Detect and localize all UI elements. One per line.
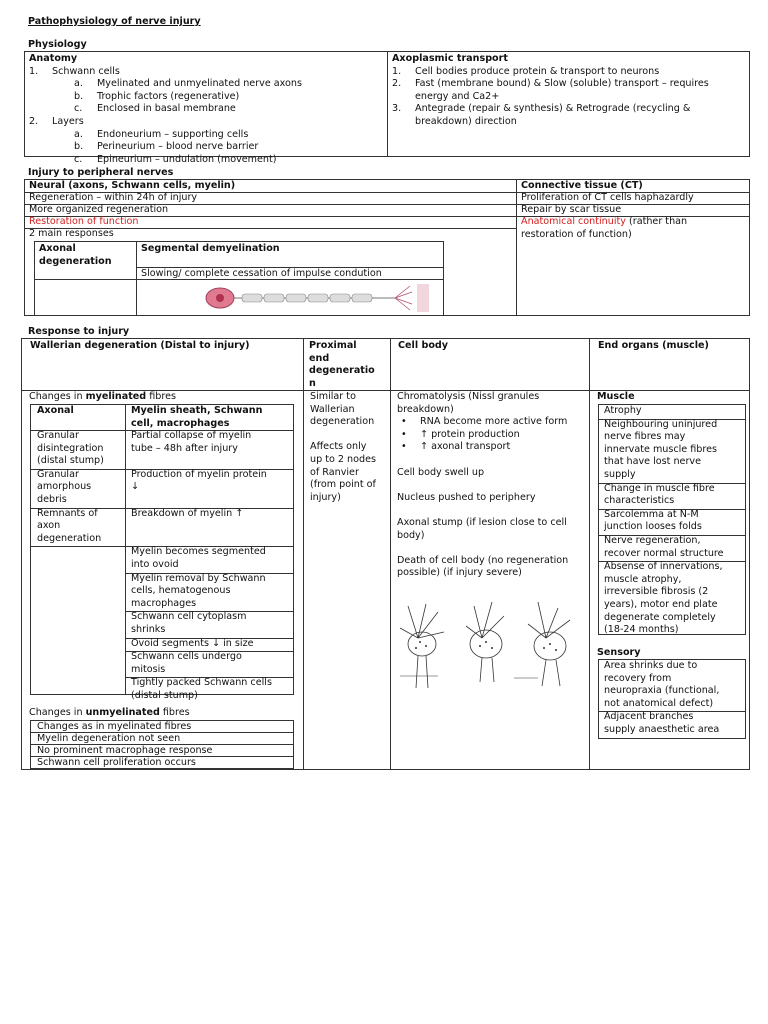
- inner-line: (distal stump): [131, 689, 198, 701]
- organ-row: [600, 404, 745, 419]
- cellbody-line: breakdown): [397, 403, 454, 415]
- neural-row: More organized regeneration: [29, 204, 169, 215]
- inner-line: cells, hematogenous: [131, 585, 231, 597]
- anatomy-num: 1.: [29, 65, 39, 77]
- organ-line: muscle atrophy,: [604, 573, 682, 585]
- cellbody-line: possible) (if injury severe): [397, 567, 522, 579]
- cellbody-line: Axonal stump (if lesion close to cell: [397, 516, 567, 528]
- organ-row: [600, 508, 745, 535]
- organ-line: recover normal structure: [604, 547, 724, 559]
- inner-myelin-cell: [127, 572, 293, 612]
- col-proximal-l: Proximal: [309, 340, 357, 351]
- organ-line: years), motor end plate: [604, 598, 718, 610]
- segmental-demyelination-label: Segmental demyelination: [141, 243, 280, 254]
- proximal-line: Wallerian: [310, 403, 355, 415]
- responses-inner-table: [34, 241, 444, 316]
- cap-bold: unmyelinated: [85, 707, 160, 718]
- anatomy-item: Layers: [52, 115, 84, 127]
- cellbody-bullet: ↑ protein production: [420, 428, 520, 440]
- organ-row: [600, 659, 745, 711]
- inner-axonal-cell: [33, 637, 125, 639]
- anatomy-heading: Anatomy: [29, 53, 78, 64]
- anatomy-cell: [25, 52, 387, 167]
- organ-line: Atrophy: [604, 405, 642, 416]
- organ-line: Nerve regeneration,: [604, 535, 701, 546]
- myelinated-inner-table: [30, 404, 294, 701]
- physiology-heading: Physiology: [28, 39, 87, 50]
- unmyelinated-row: Myelin degeneration not seen: [37, 733, 181, 744]
- inner-line: amorphous: [37, 481, 92, 493]
- organ-line: degenerate completely: [604, 611, 716, 623]
- muscle-heading: Muscle: [597, 391, 635, 402]
- inner-line: shrinks: [131, 623, 166, 635]
- unmyelinated-row: No prominent macrophage response: [37, 745, 213, 756]
- organ-row: [600, 482, 745, 509]
- inner-line: Myelin removal by Schwann: [131, 572, 266, 584]
- organ-row: [600, 418, 745, 483]
- cellbody-bullet: RNA become more active form: [420, 416, 568, 428]
- axoplasmic-num: 3.: [392, 103, 402, 115]
- inner-line: Breakdown of myelin ↑: [131, 507, 244, 519]
- neuron-sketch-image: [398, 598, 583, 688]
- inner-line: Schwann cell cytoplasm: [131, 611, 247, 623]
- axonal-l1: Axonal: [39, 243, 76, 254]
- anatomy-sub-letter: c.: [74, 103, 83, 115]
- slowing-text: Slowing/ complete cessation of impulse condution: [141, 268, 382, 279]
- inner-axonal-cell: [33, 429, 125, 469]
- cellbody-line: Cell body swell up: [397, 466, 485, 478]
- neural-row-red: Restoration of function: [29, 216, 139, 227]
- organ-line: supply: [604, 468, 636, 480]
- cap-pre: Changes in: [29, 707, 86, 718]
- ct-row: Repair by scar tissue: [521, 204, 622, 215]
- axoplasmic-cell: [388, 52, 750, 130]
- inner-line: disintegration: [37, 442, 104, 454]
- inner-line: Granular: [37, 468, 79, 480]
- organ-line: that have lost nerve: [604, 456, 701, 468]
- axonal-l2: degeneration: [39, 255, 112, 267]
- axoplasmic-line: Fast (membrane bound) & Slow (soluble) transport – requires: [415, 78, 709, 90]
- bullet-icon: •: [401, 416, 407, 428]
- organ-line: Neighbouring uninjured: [604, 418, 718, 430]
- inner-myelin-cell: [127, 468, 293, 495]
- inner-myelin-cell: [127, 637, 293, 652]
- col-proximal-l: degeneratio: [309, 365, 375, 377]
- cellbody-text: [393, 390, 589, 581]
- inner-myelin-cell: [127, 676, 293, 703]
- anatomy-item: Schwann cells: [52, 65, 120, 77]
- inner-myelin-cell: [127, 545, 293, 572]
- cap-post: fibres: [159, 707, 190, 718]
- inner-axonal-cell: [33, 468, 125, 508]
- neuron-diagram-image: [140, 280, 440, 316]
- neural-row: 2 main responses: [29, 228, 114, 239]
- cellbody-line: body): [397, 529, 425, 541]
- axoplasmic-line: breakdown) direction: [415, 115, 517, 127]
- axonal-degeneration-label: [35, 242, 116, 269]
- inner-line: Tightly packed Schwann cells: [131, 677, 272, 689]
- injury-table: [24, 179, 750, 316]
- inner-line: debris: [37, 493, 67, 505]
- ct-row: Proliferation of CT cells haphazardly: [521, 192, 694, 203]
- col-proximal-l: n: [309, 377, 316, 389]
- cap-bold: myelinated: [85, 391, 147, 402]
- anatomy-sub-letter: b.: [74, 90, 84, 102]
- anatomy-sub-letter: b.: [74, 141, 84, 153]
- proximal-line: injury): [310, 491, 341, 503]
- unmyelinated-row: Schwann cell proliferation occurs: [37, 757, 196, 768]
- inner-line: Production of myelin protein: [131, 468, 267, 480]
- organ-line: innervate muscle fibres: [604, 443, 718, 455]
- axoplasmic-line: energy and Ca2+: [415, 90, 500, 102]
- organ-row: [600, 560, 745, 638]
- ct-heading: Connective tissue (CT): [521, 180, 643, 191]
- inner-line: macrophages: [131, 597, 197, 609]
- inner-myelin-cell: [127, 429, 293, 456]
- response-heading: Response to injury: [28, 326, 130, 337]
- head-line: Myelin sheath, Schwann: [131, 405, 263, 416]
- col-cellbody: Cell body: [398, 340, 449, 351]
- inner-line: Myelin becomes segmented: [131, 546, 266, 558]
- inner-line: Granular: [37, 430, 79, 441]
- cap-pre: Changes in: [29, 391, 86, 402]
- proximal-line: of Ranvier: [310, 466, 359, 478]
- col-proximal: [305, 339, 379, 391]
- organ-line: Sarcolemma at N-M: [604, 508, 699, 520]
- head-line: Axonal: [37, 405, 74, 416]
- inner-head-axonal: [33, 404, 125, 419]
- inner-axonal-cell: [33, 507, 125, 547]
- anatomy-sub-letter: c.: [74, 153, 83, 165]
- col-proximal-l: end: [309, 352, 330, 364]
- sensory-heading: Sensory: [597, 647, 641, 658]
- inner-axonal-cell: [33, 650, 125, 652]
- bullet-icon: •: [401, 441, 407, 453]
- inner-line: tube – 48h after injury: [131, 442, 238, 454]
- anatomy-sub: Endoneurium – supporting cells: [97, 128, 249, 140]
- ct-row-cont2: restoration of function): [521, 229, 632, 240]
- inner-axonal-cell: [33, 676, 125, 678]
- unmyelinated-caption: [25, 706, 194, 721]
- proximal-text: [306, 390, 390, 505]
- inner-myelin-cell: [127, 507, 293, 522]
- ct-red-text: Anatomical continuity: [521, 216, 626, 227]
- organ-row: [600, 534, 745, 561]
- inner-line: (distal stump): [37, 455, 104, 467]
- proximal-line: (from point of: [310, 479, 376, 491]
- proximal-line: degeneration: [310, 416, 375, 428]
- organ-line: Change in muscle fibre: [604, 482, 715, 494]
- anatomy-num: 2.: [29, 115, 39, 127]
- proximal-line: Similar to: [310, 391, 356, 402]
- unmyelinated-table: [30, 720, 294, 769]
- col-endorgans: End organs (muscle): [598, 340, 709, 351]
- organ-line: characteristics: [604, 495, 675, 507]
- inner-line: axon: [37, 520, 61, 532]
- inner-line: degeneration: [37, 532, 102, 544]
- organ-line: Absense of innervations,: [604, 561, 723, 573]
- axoplasmic-num: 1.: [392, 65, 402, 77]
- inner-line: Partial collapse of myelin: [131, 430, 252, 441]
- organ-line: irreversible fibrosis (2: [604, 586, 709, 598]
- axoplasmic-heading: Axoplasmic transport: [392, 53, 508, 64]
- cap-post: fibres: [146, 391, 177, 402]
- col-wallerian: Wallerian degeneration (Distal to injury): [30, 340, 250, 351]
- organ-line: neuropraxia (functional,: [604, 685, 720, 697]
- proximal-line: up to 2 nodes: [310, 453, 376, 465]
- inner-line: Remnants of: [37, 507, 98, 519]
- anatomy-sub: Enclosed in basal membrane: [97, 103, 236, 115]
- inner-axonal-cell: [33, 610, 125, 612]
- organ-line: recovery from: [604, 672, 672, 684]
- axoplasmic-line: Antegrade (repair & synthesis) & Retrograde (recycling &: [415, 103, 691, 115]
- organ-line: Area shrinks due to: [604, 660, 698, 671]
- inner-line: mitosis: [131, 663, 166, 675]
- axoplasmic-num: 2.: [392, 78, 402, 90]
- page-title: Pathophysiology of nerve injury: [28, 16, 201, 27]
- organ-line: (18-24 months): [604, 624, 679, 636]
- cellbody-line: Chromatolysis (Nissl granules: [397, 391, 540, 402]
- cellbody-line: Death of cell body (no regeneration: [397, 554, 569, 566]
- inner-line: Schwann cells undergo: [131, 651, 242, 663]
- anatomy-sub: Perineurium – blood nerve barrier: [97, 141, 259, 153]
- anatomy-sub: Trophic factors (regenerative): [97, 90, 240, 102]
- organ-row: [600, 710, 745, 737]
- anatomy-sub-letter: a.: [74, 78, 83, 90]
- inner-line: into ovoid: [131, 558, 179, 570]
- inner-line: ↓: [131, 481, 140, 493]
- sensory-table: [598, 659, 746, 739]
- inner-axonal-cell: [33, 572, 125, 574]
- anatomy-sub: Epineurium – undulation (movement): [97, 153, 277, 165]
- unmyelinated-row: Changes as in myelinated fibres: [37, 721, 192, 732]
- organ-line: not anatomical defect): [604, 697, 714, 709]
- neural-row: Regeneration – within 24h of injury: [29, 192, 198, 203]
- myelinated-caption: [25, 390, 180, 405]
- bullet-icon: •: [401, 428, 407, 440]
- inner-myelin-cell: [127, 650, 293, 677]
- cellbody-line: Nucleus pushed to periphery: [397, 491, 536, 503]
- anatomy-sub: Myelinated and unmyelinated nerve axons: [97, 78, 302, 90]
- muscle-table: [598, 404, 746, 635]
- neural-heading: Neural (axons, Schwann cells, myelin): [29, 180, 236, 191]
- anatomy-sub-letter: a.: [74, 128, 83, 140]
- organ-line: Adjacent branches: [604, 711, 694, 723]
- head-line: cell, macrophages: [131, 417, 230, 429]
- organ-line: junction looses folds: [604, 521, 702, 533]
- response-table: [21, 338, 750, 770]
- injury-heading: Injury to peripheral nerves: [28, 167, 174, 178]
- organ-line: supply anaesthetic area: [604, 723, 720, 735]
- inner-head-myelin: [127, 404, 293, 431]
- cellbody-bullet: ↑ axonal transport: [420, 441, 511, 453]
- proximal-line: Affects only: [310, 441, 367, 453]
- inner-axonal-cell: [33, 545, 125, 547]
- inner-line: Ovoid segments ↓ in size: [131, 637, 254, 649]
- physiology-table: [24, 51, 750, 165]
- axoplasmic-line: Cell bodies produce protein & transport to neurons: [415, 65, 660, 77]
- organ-line: nerve fibres may: [604, 431, 686, 443]
- ct-rest: (rather than: [625, 216, 688, 227]
- inner-myelin-cell: [127, 610, 293, 637]
